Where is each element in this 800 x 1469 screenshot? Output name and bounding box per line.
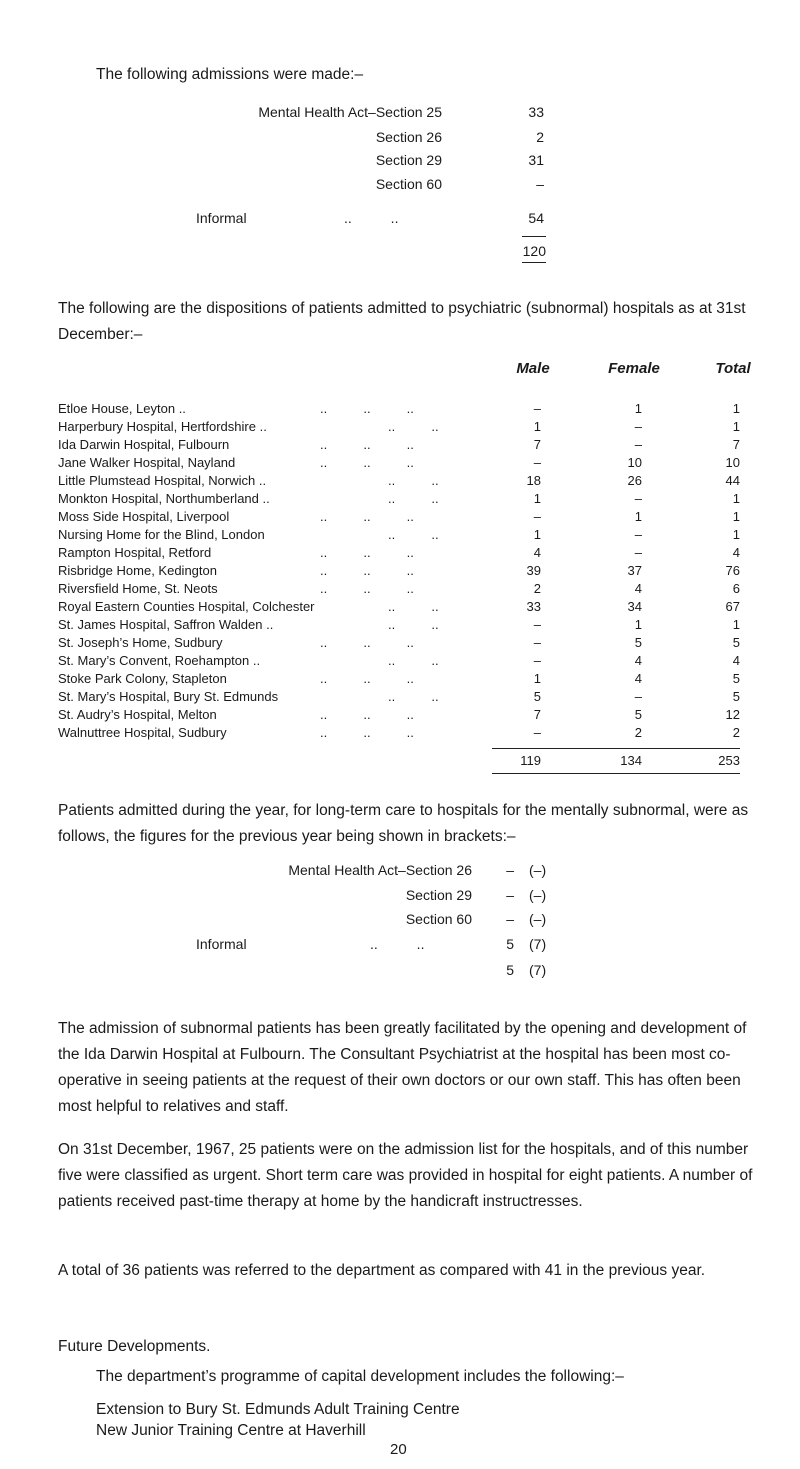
dispositions-intro: The following are the dispositions of patients admitted to psychiatric (subnormal) hospitals as at 31st December:– xyxy=(58,300,746,343)
male-count: – xyxy=(533,455,541,470)
longterm-value: – xyxy=(506,911,514,927)
table-row xyxy=(0,419,800,436)
admissions-dots: .. .. xyxy=(344,210,399,226)
male-count: 1 xyxy=(533,527,541,542)
row-dots: .. .. .. xyxy=(320,545,414,560)
female-count: – xyxy=(634,545,642,560)
future-heading: Future Developments. xyxy=(58,1338,211,1355)
female-count: 2 xyxy=(634,725,642,740)
total-count: 10 xyxy=(725,455,740,470)
table-row xyxy=(0,653,800,670)
table-row xyxy=(0,707,800,724)
table-row xyxy=(0,545,800,562)
admissions-value: 54 xyxy=(528,210,544,226)
table-row xyxy=(0,527,800,544)
admissions-label: Section 29 xyxy=(375,152,442,168)
totals-rule-top xyxy=(492,748,740,749)
row-dots: .. .. .. xyxy=(320,581,414,596)
longterm-value: – xyxy=(506,862,514,878)
hospital-name: Etloe House, Leyton .. xyxy=(58,401,186,416)
male-count: 1 xyxy=(533,419,541,434)
male-count: 1 xyxy=(533,491,541,506)
hospital-name: Rampton Hospital, Retford xyxy=(58,545,212,560)
total-count: 1 xyxy=(732,491,740,506)
male-count: 4 xyxy=(533,545,541,560)
male-count: 2 xyxy=(533,581,541,596)
row-dots: .. .. xyxy=(388,419,439,434)
paragraph-admission-list: On 31st December, 1967, 25 patients were on the admission list for the hospitals, and of this number five were classified as urgent. Short term care was provided in hospital for eight patients. A number of patients received past-time therapy at home by the handicraft instructresses. xyxy=(58,1141,753,1210)
female-count: – xyxy=(634,491,642,506)
total-count: 6 xyxy=(732,581,740,596)
total-count: 1 xyxy=(732,401,740,416)
hospital-name: St. Joseph’s Home, Sudbury xyxy=(58,635,223,650)
longterm-prev: (–) xyxy=(529,911,547,927)
total-count: 12 xyxy=(725,707,740,722)
female-count: 4 xyxy=(634,671,642,686)
row-dots: .. .. .. xyxy=(320,671,414,686)
female-count: 1 xyxy=(634,617,642,632)
female-count: 5 xyxy=(634,635,642,650)
female-count: – xyxy=(634,419,642,434)
admissions-label: Section 26 xyxy=(375,129,442,145)
page-number: 20 xyxy=(390,1441,407,1458)
column-header-female: Female xyxy=(608,360,660,377)
grand-total: 253 xyxy=(718,753,740,768)
male-total: 119 xyxy=(520,753,541,768)
table-row xyxy=(0,473,800,490)
total-count: 67 xyxy=(725,599,740,614)
admissions-value: – xyxy=(536,176,544,192)
female-count: 4 xyxy=(634,653,642,668)
male-count: 7 xyxy=(533,437,541,452)
row-dots: .. .. .. xyxy=(320,509,414,524)
female-count: 26 xyxy=(627,473,642,488)
table-row xyxy=(0,689,800,706)
total-count: 5 xyxy=(732,689,740,704)
female-count: 1 xyxy=(634,401,642,416)
longterm-label: Mental Health Act–Section 26 xyxy=(288,862,472,878)
table-row xyxy=(0,509,800,526)
female-count: – xyxy=(634,527,642,542)
longterm-prev: (–) xyxy=(529,887,547,903)
admissions-rule-bottom xyxy=(522,262,546,263)
female-count: – xyxy=(634,437,642,452)
admissions-value: 31 xyxy=(528,152,544,168)
total-count: 4 xyxy=(732,653,740,668)
male-count: – xyxy=(533,725,541,740)
column-header-male: Male xyxy=(516,360,550,377)
female-count: 5 xyxy=(634,707,642,722)
total-count: 5 xyxy=(732,671,740,686)
total-count: 1 xyxy=(732,617,740,632)
total-count: 44 xyxy=(725,473,740,488)
hospital-name: Monkton Hospital, Northumberland .. xyxy=(58,491,270,506)
row-dots: .. .. xyxy=(388,473,439,488)
column-header-total: Total xyxy=(715,360,751,377)
male-count: – xyxy=(533,509,541,524)
hospital-name: Stoke Park Colony, Stapleton xyxy=(58,671,227,686)
total-count: 1 xyxy=(732,509,740,524)
hospital-name: Ida Darwin Hospital, Fulbourn xyxy=(58,437,230,452)
admissions-value: 33 xyxy=(528,104,544,120)
longterm-prev: (7) xyxy=(529,936,547,952)
hospital-name: Walnuttree Hospital, Sudbury xyxy=(58,725,227,740)
table-row xyxy=(0,635,800,652)
table-row xyxy=(0,563,800,580)
hospital-name: Moss Side Hospital, Liverpool xyxy=(58,509,230,524)
male-count: – xyxy=(533,653,541,668)
row-dots: .. .. xyxy=(388,689,439,704)
row-dots: .. .. .. xyxy=(320,401,414,416)
total-count: 5 xyxy=(732,635,740,650)
table-row xyxy=(0,455,800,472)
row-dots: .. .. .. xyxy=(320,455,414,470)
admissions-label: Mental Health Act–Section 25 xyxy=(258,104,442,120)
row-dots: .. .. .. xyxy=(320,635,414,650)
total-count: 2 xyxy=(732,725,740,740)
female-count: 10 xyxy=(627,455,642,470)
table-row xyxy=(0,437,800,454)
admissions-rule-top xyxy=(522,236,546,237)
hospital-name: St. Mary’s Hospital, Bury St. Edmunds xyxy=(58,689,279,704)
totals-rule-bottom xyxy=(492,773,740,774)
longterm-value: 5 xyxy=(506,936,514,952)
row-dots: .. .. xyxy=(388,653,439,668)
hospital-name: Jane Walker Hospital, Nayland xyxy=(58,455,236,470)
male-count: 18 xyxy=(526,473,541,488)
male-count: 33 xyxy=(526,599,541,614)
male-count: – xyxy=(533,617,541,632)
hospital-name: Little Plumstead Hospital, Norwich .. xyxy=(58,473,267,488)
row-dots: .. .. .. xyxy=(320,563,414,578)
female-total: 134 xyxy=(620,753,642,768)
table-row xyxy=(0,725,800,742)
admissions-label: Section 60 xyxy=(375,176,442,192)
row-dots: .. .. .. xyxy=(320,437,414,452)
table-row xyxy=(0,671,800,688)
paragraph-subnormal-admission: The admission of subnormal patients has been greatly facilitated by the opening and development of the Ida Darwin Hospital at Fulbourn. The Consultant Psychiatrist at the hospital has been most co-operative in seeing patients at the request of their own doctors or our own staff. This has often been most helpful to relatives and staff. xyxy=(58,1020,747,1115)
admissions-total: 120 xyxy=(522,243,546,259)
row-dots: .. .. xyxy=(388,617,439,632)
longterm-prev: (–) xyxy=(529,862,547,878)
longterm-total-prev: (7) xyxy=(529,962,547,978)
male-count: 5 xyxy=(533,689,541,704)
hospital-name: Royal Eastern Counties Hospital, Colchester xyxy=(58,599,315,614)
hospital-name: St. James Hospital, Saffron Walden .. xyxy=(58,617,274,632)
total-count: 1 xyxy=(732,527,740,542)
total-count: 4 xyxy=(732,545,740,560)
table-row xyxy=(0,401,800,418)
male-count: – xyxy=(533,635,541,650)
hospital-name: Harperbury Hospital, Hertfordshire .. xyxy=(58,419,267,434)
row-dots: .. .. xyxy=(388,491,439,506)
hospital-name: St. Audry’s Hospital, Melton xyxy=(58,707,217,722)
hospital-name: Riversfield Home, St. Neots xyxy=(58,581,218,596)
future-item: Extension to Bury St. Edmunds Adult Training Centre xyxy=(96,1401,460,1418)
male-count: 1 xyxy=(533,671,541,686)
male-count: 7 xyxy=(533,707,541,722)
future-item: New Junior Training Centre at Haverhill xyxy=(96,1422,366,1439)
longterm-label: Informal xyxy=(196,936,247,952)
female-count: – xyxy=(634,689,642,704)
admissions-label: Informal xyxy=(196,210,247,226)
longterm-total-value: 5 xyxy=(506,962,514,978)
total-count: 76 xyxy=(725,563,740,578)
hospital-name: Risbridge Home, Kedington xyxy=(58,563,217,578)
paragraph-referrals: A total of 36 patients was referred to the department as compared with 41 in the previous year. xyxy=(58,1262,706,1279)
hospital-name: Nursing Home for the Blind, London xyxy=(58,527,265,542)
longterm-label: Section 29 xyxy=(405,887,472,903)
female-count: 34 xyxy=(627,599,642,614)
female-count: 37 xyxy=(627,563,642,578)
table-row xyxy=(0,599,800,616)
row-dots: .. .. .. xyxy=(320,725,414,740)
female-count: 1 xyxy=(634,509,642,524)
total-count: 1 xyxy=(732,419,740,434)
longterm-value: – xyxy=(506,887,514,903)
admissions-intro: The following admissions were made:– xyxy=(96,66,364,83)
table-row xyxy=(0,491,800,508)
male-count: – xyxy=(533,401,541,416)
row-dots: .. .. xyxy=(388,599,439,614)
row-dots: .. .. xyxy=(388,527,439,542)
longterm-intro: Patients admitted during the year, for long-term care to hospitals for the mentally subnormal, were as follows, the figures for the previous year being shown in brackets:– xyxy=(58,802,749,845)
future-intro: The department’s programme of capital development includes the following:– xyxy=(96,1368,624,1385)
admissions-value: 2 xyxy=(536,129,544,145)
total-count: 7 xyxy=(732,437,740,452)
female-count: 4 xyxy=(634,581,642,596)
male-count: 39 xyxy=(526,563,541,578)
longterm-dots: .. .. xyxy=(370,936,425,952)
longterm-label: Section 60 xyxy=(405,911,472,927)
table-row xyxy=(0,581,800,598)
hospital-name: St. Mary’s Convent, Roehampton .. xyxy=(58,653,261,668)
row-dots: .. .. .. xyxy=(320,707,414,722)
table-row xyxy=(0,617,800,634)
